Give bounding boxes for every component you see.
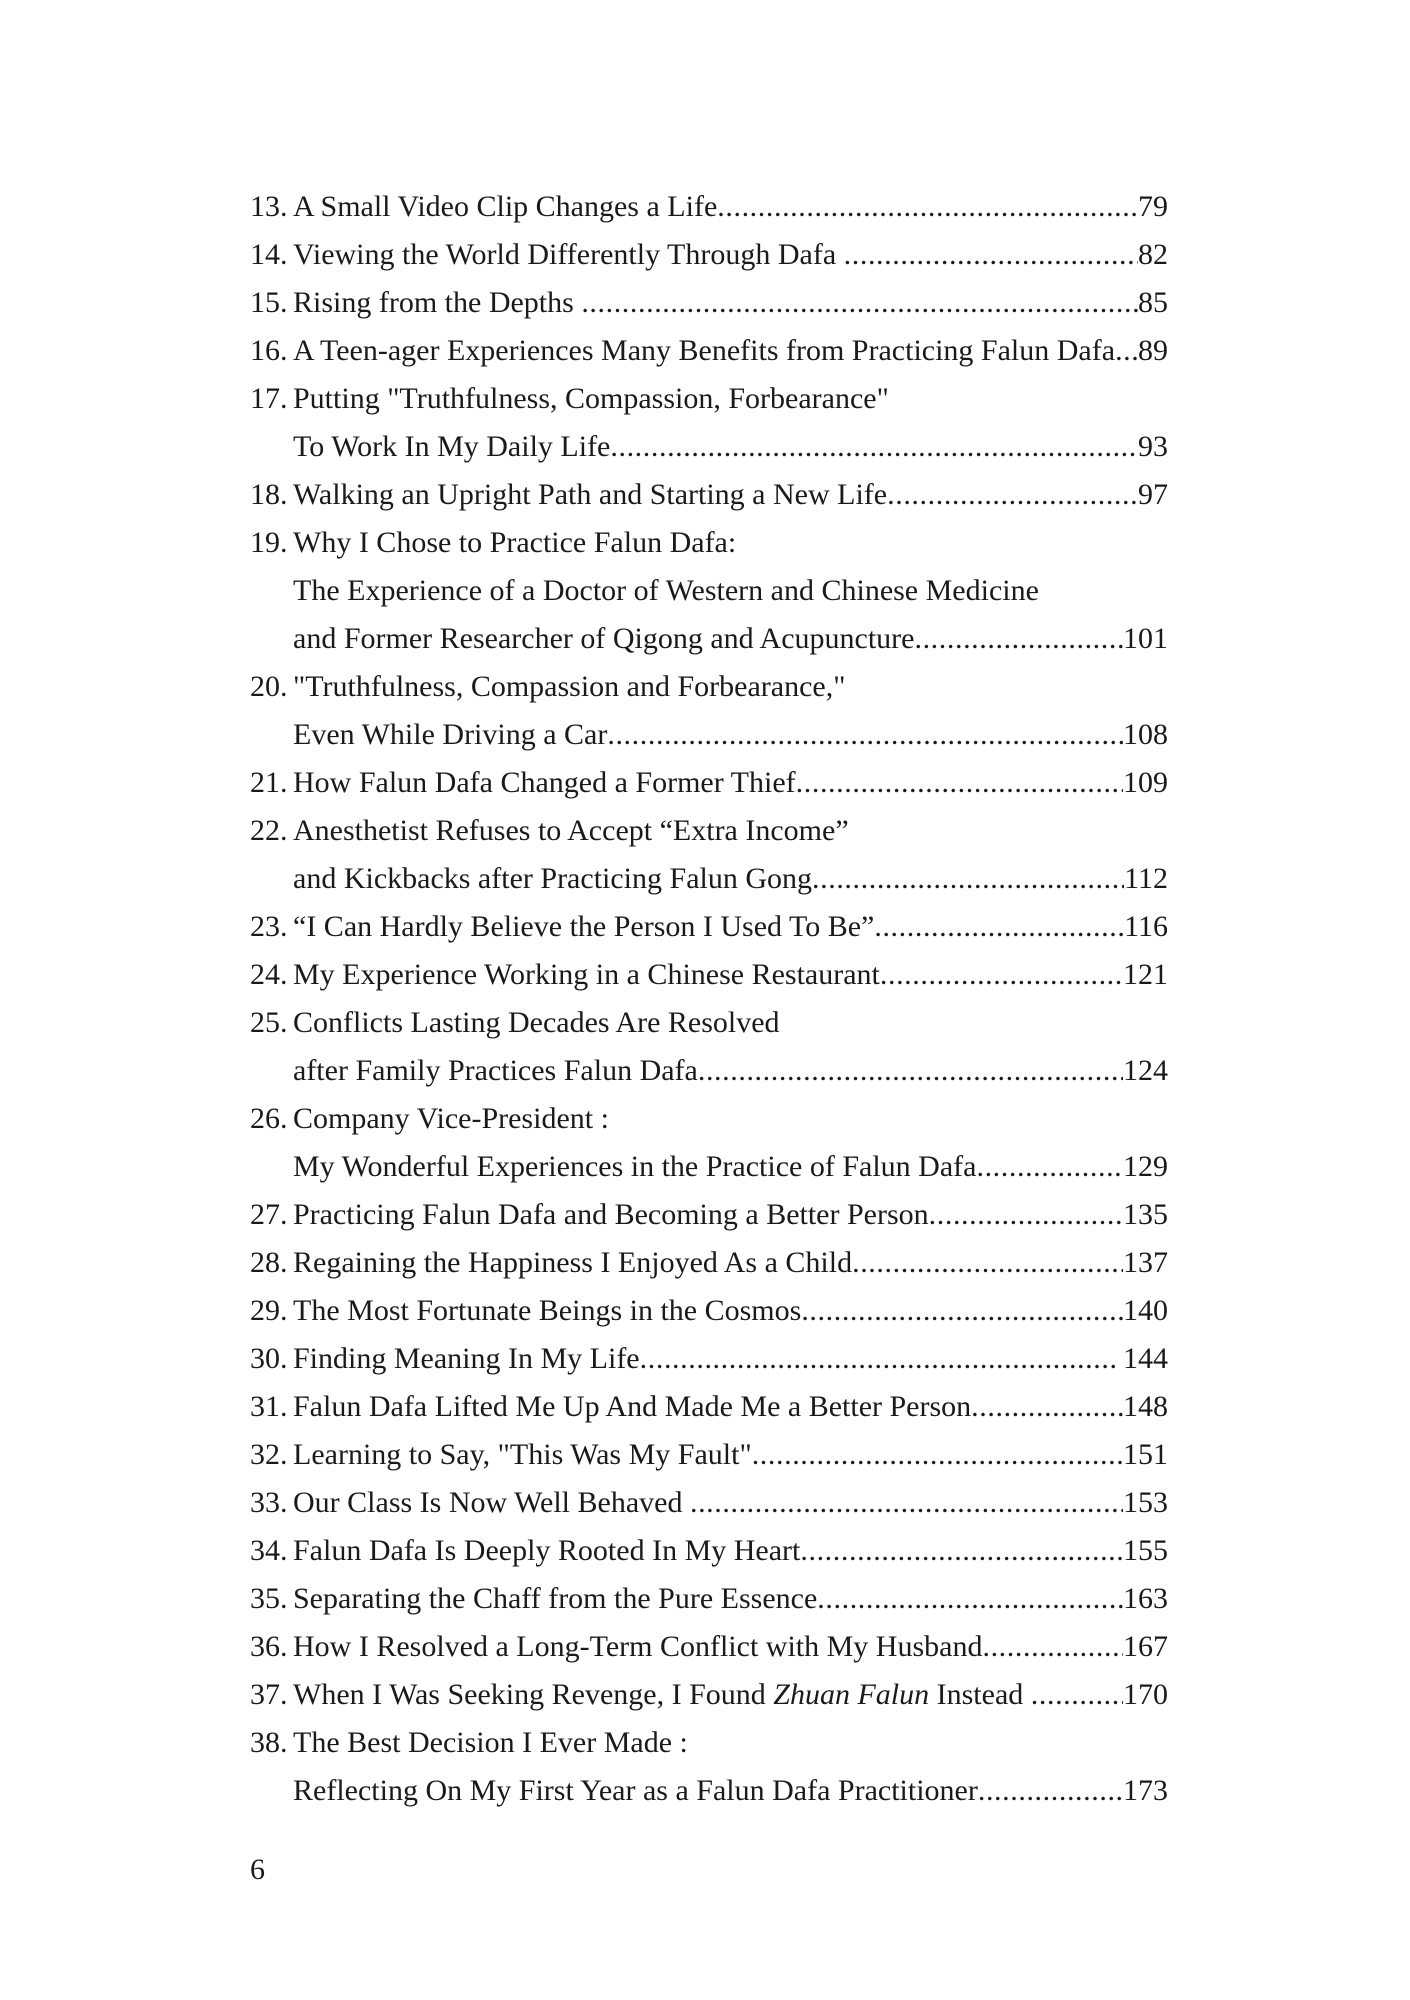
dot-leader [607, 711, 1123, 759]
toc-entry-line [250, 1431, 1168, 1479]
entry-number: 38. [250, 1726, 288, 1759]
entry-page-number: 89 [1138, 334, 1168, 367]
entry-title: Falun Dafa Is Deeply Rooted In My Heart [293, 1534, 801, 1567]
toc-entry-line [250, 1623, 1168, 1671]
entry-title: and Former Researcher of Qigong and Acupuncture [293, 622, 915, 655]
entry-title: My Wonderful Experiences in the Practice of Falun Dafa [293, 1150, 977, 1183]
entry-title: Why I Chose to Practice Falun Dafa: [293, 526, 737, 559]
entry-title: Falun Dafa Lifted Me Up And Made Me a Better Person [293, 1390, 972, 1423]
entry-number: 36. [250, 1630, 288, 1663]
toc-entry-line [250, 951, 1168, 999]
entry-title: To Work In My Daily Life [293, 430, 611, 463]
entry-title: Learning to Say, "This Was My Fault" [293, 1438, 752, 1471]
entry-number: 29. [250, 1294, 288, 1327]
entry-title: Walking an Upright Path and Starting a New Life [293, 478, 888, 511]
entry-title: When I Was Seeking Revenge, I Found [293, 1678, 774, 1711]
entry-title: My Experience Working in a Chinese Restaurant [293, 958, 880, 991]
dot-leader [887, 471, 1138, 519]
entry-number: 28. [250, 1246, 288, 1279]
toc-entry-line [250, 1767, 1168, 1815]
entry-title: A Teen-ager Experiences Many Benefits from Practicing Falun Dafa [293, 334, 1116, 367]
entry-title: A Small Video Clip Changes a Life [293, 190, 718, 223]
entry-page-number: 129 [1123, 1150, 1168, 1183]
dot-leader [717, 183, 1138, 231]
entry-page-number: 85 [1138, 286, 1168, 319]
entry-number: 32. [250, 1438, 288, 1471]
entry-title: Conflicts Lasting Decades Are Resolved [293, 1006, 780, 1039]
entry-title: "Truthfulness, Compassion and Forbearance," [293, 670, 846, 703]
entry-number: 37. [250, 1678, 288, 1711]
entry-page-number: 97 [1138, 478, 1168, 511]
dot-leader [929, 1191, 1123, 1239]
dot-leader [581, 279, 1138, 327]
toc-entry-line [250, 1335, 1168, 1383]
entry-title: Anesthetist Refuses to Accept “Extra Income” [293, 814, 849, 847]
entry-title: How Falun Dafa Changed a Former Thief [293, 766, 796, 799]
entry-page-number: 144 [1115, 1342, 1168, 1375]
entry-title: The Experience of a Doctor of Western and Chinese Medicine [293, 574, 1039, 607]
toc-entry-line [250, 1287, 1168, 1335]
entry-page-number: 79 [1138, 190, 1168, 223]
entry-number: 26. [250, 1102, 288, 1135]
book-title-italic: Zhuan Falun [773, 1678, 930, 1711]
toc-entry-line [250, 231, 1168, 279]
toc-entry-line [250, 1527, 1168, 1575]
entry-title: Finding Meaning In My Life [293, 1342, 640, 1375]
entry-number: 16. [250, 334, 288, 367]
toc-entry-line [250, 375, 1168, 423]
dot-leader [752, 1431, 1123, 1479]
entry-number: 33. [250, 1486, 288, 1519]
toc-entry-line [250, 1575, 1168, 1623]
dot-leader [880, 951, 1123, 999]
dot-leader [1031, 1671, 1123, 1719]
entry-title: and Kickbacks after Practicing Falun Gong [293, 862, 813, 895]
entry-title: Our Class Is Now Well Behaved [293, 1486, 690, 1519]
dot-leader [801, 1287, 1123, 1335]
entry-page-number: 108 [1123, 718, 1168, 751]
toc-entry-line [250, 1047, 1168, 1095]
entry-number: 17. [250, 382, 288, 415]
entry-title: after Family Practices Falun Dafa [293, 1054, 698, 1087]
entry-page-number: 140 [1123, 1294, 1168, 1327]
entry-page-number: 109 [1123, 766, 1168, 799]
entry-title: The Best Decision I Ever Made : [293, 1726, 688, 1759]
entry-page-number: 124 [1123, 1054, 1168, 1087]
entry-page-number: 137 [1123, 1246, 1168, 1279]
entry-number: 30. [250, 1342, 288, 1375]
entry-title-suffix: Instead [929, 1678, 1031, 1711]
toc-entry-line [250, 807, 1168, 855]
entry-number: 15. [250, 286, 288, 319]
entry-page-number: 151 [1123, 1438, 1168, 1471]
dot-leader [844, 231, 1138, 279]
toc-entry-line [250, 1479, 1168, 1527]
entry-title: Viewing the World Differently Through Dafa [293, 238, 844, 271]
entry-title: Practicing Falun Dafa and Becoming a Better Person [293, 1198, 929, 1231]
entry-title: How I Resolved a Long-Term Conflict with My Husband [293, 1630, 983, 1663]
entry-title: Putting "Truthfulness, Compassion, Forbearance" [293, 382, 889, 415]
entry-number: 24. [250, 958, 288, 991]
entry-page-number: 116 [1124, 910, 1168, 943]
dot-leader [796, 759, 1123, 807]
entry-title: Reflecting On My First Year as a Falun Dafa Practitioner [293, 1774, 978, 1807]
toc-entry-line [250, 711, 1168, 759]
toc-entry-line [250, 999, 1168, 1047]
toc-entry-line [250, 279, 1168, 327]
toc-entry-line [250, 471, 1168, 519]
entry-page-number: 148 [1123, 1390, 1168, 1423]
toc-entry-line [250, 759, 1168, 807]
toc-entry-line [250, 855, 1168, 903]
entry-title: “I Can Hardly Believe the Person I Used To Be” [293, 910, 875, 943]
dot-leader [852, 1239, 1123, 1287]
entry-number: 35. [250, 1582, 288, 1615]
dot-leader [698, 1047, 1123, 1095]
dot-leader [914, 615, 1123, 663]
entry-page-number: 101 [1123, 622, 1168, 655]
entry-title: The Most Fortunate Beings in the Cosmos [293, 1294, 802, 1327]
entry-page-number: 82 [1138, 238, 1168, 271]
dot-leader [976, 1143, 1123, 1191]
entry-page-number: 93 [1138, 430, 1168, 463]
toc-entry-line [250, 567, 1168, 615]
toc-entry-line [250, 1383, 1168, 1431]
toc-entry-line [250, 1191, 1168, 1239]
entry-number: 20. [250, 670, 288, 703]
toc-entry-line [250, 519, 1168, 567]
toc-entry-line [250, 615, 1168, 663]
entry-number: 18. [250, 478, 288, 511]
dot-leader [640, 1335, 1116, 1383]
entry-page-number: 170 [1123, 1678, 1168, 1711]
entry-page-number: 163 [1123, 1582, 1168, 1615]
dot-leader [812, 855, 1124, 903]
dot-leader [978, 1767, 1123, 1815]
dot-leader [610, 423, 1138, 471]
entry-page-number: 112 [1124, 862, 1168, 895]
toc-entry-line [250, 1143, 1168, 1191]
entry-page-number: 135 [1123, 1198, 1168, 1231]
toc-entry-line [250, 423, 1168, 471]
toc-entry-line [250, 183, 1168, 231]
entry-number: 13. [250, 190, 288, 223]
entry-title: Rising from the Depths [293, 286, 582, 319]
entry-page-number: 121 [1123, 958, 1168, 991]
page-number-folio: 6 [250, 1853, 265, 1886]
entry-page-number: 155 [1123, 1534, 1168, 1567]
dot-leader [971, 1383, 1123, 1431]
entry-number: 21. [250, 766, 288, 799]
toc-entry-line [250, 903, 1168, 951]
toc-entry-line [250, 1719, 1168, 1767]
toc-entry-line [250, 1239, 1168, 1287]
entry-number: 34. [250, 1534, 288, 1567]
dot-leader [800, 1527, 1123, 1575]
entry-page-number: 173 [1123, 1774, 1168, 1807]
entry-title: Regaining the Happiness I Enjoyed As a Child [293, 1246, 853, 1279]
dot-leader [982, 1623, 1123, 1671]
entry-page-number: 167 [1123, 1630, 1168, 1663]
entry-number: 31. [250, 1390, 288, 1423]
toc-entry-line [250, 1671, 1168, 1719]
entry-number: 25. [250, 1006, 288, 1039]
toc-entry-line [250, 327, 1168, 375]
entry-page-number: 153 [1123, 1486, 1168, 1519]
dot-leader [1115, 327, 1138, 375]
entry-number: 27. [250, 1198, 288, 1231]
dot-leader [690, 1479, 1123, 1527]
entry-title: Company Vice-President : [293, 1102, 609, 1135]
dot-leader [817, 1575, 1123, 1623]
toc-entry-line [250, 663, 1168, 711]
toc-entry-line [250, 1095, 1168, 1143]
table-of-contents [250, 183, 1168, 1815]
entry-number: 23. [250, 910, 288, 943]
entry-title: Even While Driving a Car [293, 718, 608, 751]
entry-number: 22. [250, 814, 288, 847]
entry-number: 19. [250, 526, 288, 559]
entry-title: Separating the Chaff from the Pure Essence [293, 1582, 818, 1615]
dot-leader [874, 903, 1124, 951]
entry-number: 14. [250, 238, 288, 271]
